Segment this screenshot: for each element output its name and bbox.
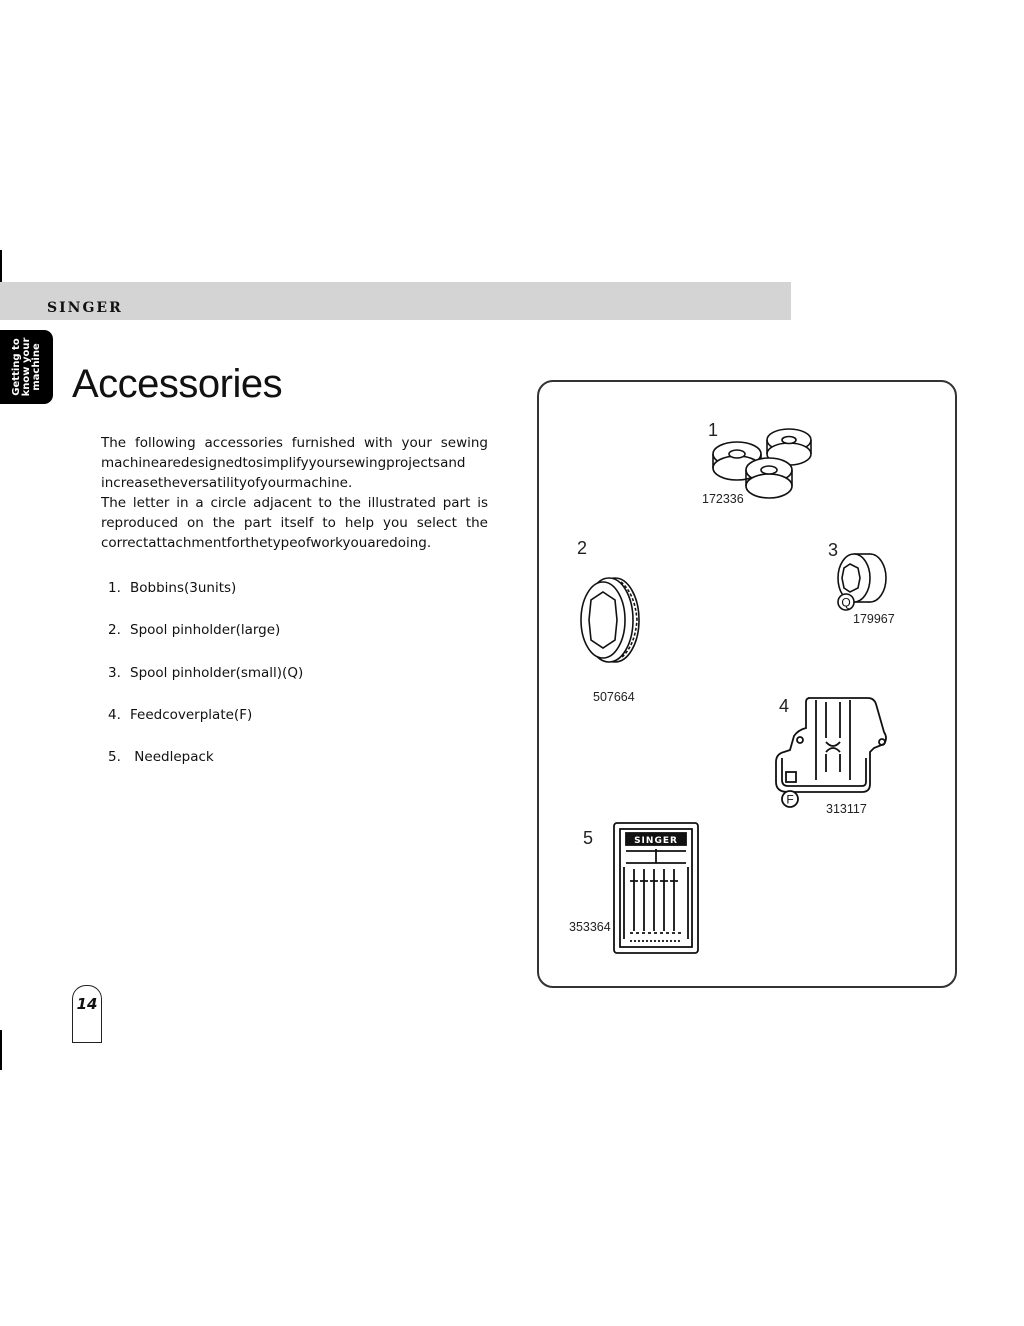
figure-4-index: 4	[779, 696, 790, 716]
crop-mark-bottom	[0, 1030, 2, 1070]
list-item: 1. Bobbins(3units)	[108, 580, 237, 596]
spool-pinholder-large-icon	[577, 574, 645, 666]
brand-logo: SINGER	[47, 300, 123, 316]
figure-2-index: 2	[577, 538, 588, 558]
needle-pack-brand: SINGER	[634, 836, 678, 846]
svg-text:F: F	[786, 792, 794, 807]
page-number: 14	[76, 995, 98, 1013]
list-item: 5. Needlepack	[108, 749, 214, 766]
svg-text:Q: Q	[841, 595, 851, 610]
feed-cover-plate-icon	[770, 692, 894, 810]
needle-pack-icon	[612, 821, 700, 955]
section-tab-label: Getting to know your machine	[11, 337, 42, 397]
page-title: Accessories	[72, 362, 283, 406]
list-item: 2. Spool pinholder(large)	[108, 622, 281, 639]
section-tab	[0, 330, 53, 404]
figure-4-part-number: 313117	[826, 802, 867, 816]
figure-1-index: 1	[708, 420, 719, 440]
figure-3-index: 3	[828, 540, 839, 560]
figure-1-part-number: 172336	[702, 492, 744, 506]
intro-paragraph-2: The letter in a circle adjacent to the illustrated part is reproduced on the part itself to help you select the correctattachmentforthetypeofworkyouaredoing.	[101, 495, 488, 551]
figure-2-part-number: 507664	[593, 690, 635, 704]
accessories-list	[108, 578, 303, 789]
figure-3-part-number: 179967	[853, 612, 895, 626]
list-item: 4. Feedcoverplate(F)	[108, 706, 253, 723]
intro-paragraph-1: The following accessories furnished with your sewing machinearedesignedtosimplifyyoursewingprojectsand increasetheversatilityofyourmachine.	[101, 435, 488, 491]
crop-mark-top	[0, 250, 2, 282]
list-item: 3. Spool pinholder(small)(Q)	[108, 664, 304, 681]
figure-5-index: 5	[583, 828, 594, 848]
spool-pinholder-small-icon	[830, 550, 892, 614]
page-number-tab	[72, 985, 102, 1043]
intro-text	[101, 433, 488, 553]
figure-5-part-number: 353364	[569, 920, 611, 934]
